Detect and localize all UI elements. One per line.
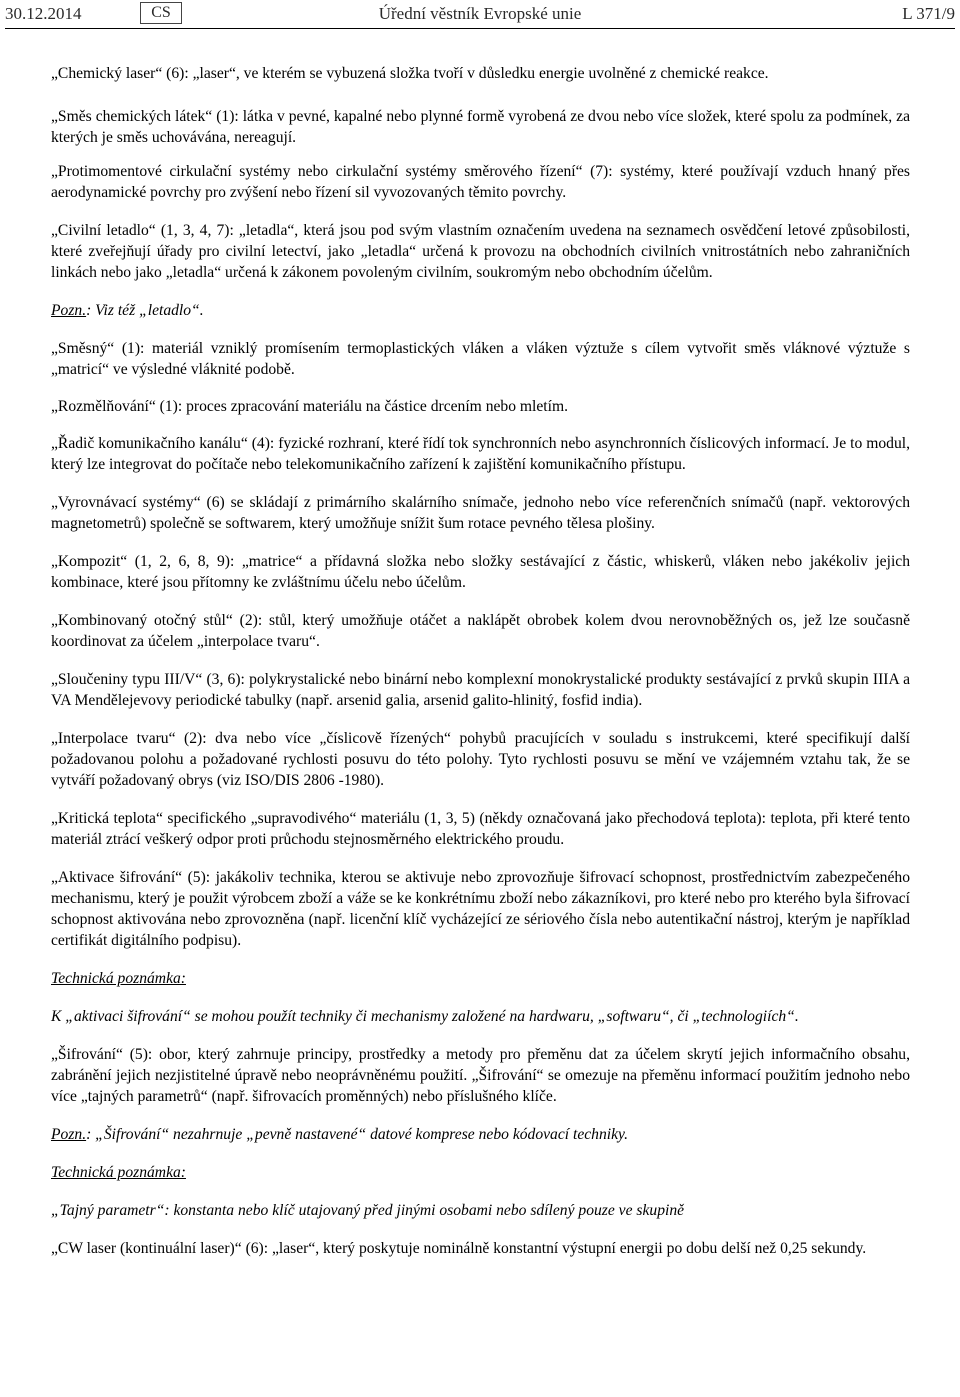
- definition-paragraph: „CW laser (kontinuální laser)“ (6): „laser“, který poskytuje nominálně konstantní výstupní energii po dobu delší než 0,25 sekundy.: [51, 1240, 867, 1257]
- definition-paragraph: „Interpolace tvaru“ (2): dva nebo více „číslicově řízených“ pohybů pracujících v souladu s instrukcemi, které specifikují další požadovanou polohu a požadované rychlosti posuvu do této polohy. Tyto rychlosti posuvu se mění ve vzájemném vztahu tak, že se vytváří požadovaný obrys (viz ISO/DIS 2806 -1980).: [51, 730, 910, 789]
- note-label: Pozn.: [51, 1126, 87, 1143]
- definition-paragraph: „Šifrování“ (5): obor, který zahrnuje principy, prostředky a metody pro přeměnu dat za účelem skrytí jejich informačního obsahu, zabránění jejich nezjistitelné úpravě nebo neoprávněnému použití. „Šifrování“ se omezuje na přeměnu informací použitím jednoho nebo více „tajných parametrů“ (např. šifrovacích proměnných) nebo příslušného klíče.: [51, 1046, 910, 1105]
- note-paragraph: [51, 300, 910, 321]
- note-text: : „Šifrování“ nezahrnuje „pevně nastavené“ datové komprese nebo kódovací techniky.: [86, 1126, 628, 1143]
- definitions-body: [51, 63, 910, 1259]
- definition-paragraph: „Kombinovaný otočný stůl“ (2): stůl, který umožňuje otáčet a naklápět obrobek kolem dvou nerovnoběžných os, jež lze současně koordinovat za účelem „interpolace tvaru“.: [51, 612, 910, 650]
- technical-note-text: „Tajný parametr“: konstanta nebo klíč utajovaný před jinými osobami nebo sdílený pouze ve skupině: [51, 1202, 685, 1219]
- note-paragraph: [51, 1124, 910, 1145]
- note-label: Pozn.: [51, 302, 87, 319]
- definition-paragraph: „Řadič komunikačního kanálu“ (4): fyzické rozhraní, které řídí tok synchronních nebo asynchronních číslicových informací. Je to modul, který lze integrovat do počítače nebo telekomunikačního zařízení k zajištění komunikačního přístupu.: [51, 435, 910, 473]
- publication-date: 30.12.2014: [5, 4, 82, 23]
- definition-paragraph: „Směsný“ (1): materiál vzniklý promísením termoplastických vláken a vláken výztuže s cílem vytvořit směs vláknové výztuže s „matricí“ ve výsledné vláknité podobě.: [51, 340, 910, 378]
- definition-paragraph: „Vyrovnávací systémy“ (6) se skládají z primárního skalárního snímače, jednoho nebo více referenčních snímačů (např. vektorových magnetometrů) společně se softwarem, který umožňuje snížit šum rotace pevného tělesa plošiny.: [51, 494, 910, 532]
- note-text: : Viz též „letadlo“.: [86, 302, 204, 319]
- definition-paragraph: „Chemický laser“ (6): „laser“, ve kterém se vybuzená složka tvoří v důsledku energie uvolněné z chemické reakce.: [51, 65, 769, 82]
- definition-paragraph: „Civilní letadlo“ (1, 3, 4, 7): „letadla“, která jsou pod svým vlastním označením uvedena na seznamech osvědčení letové způsobilosti, které zveřejňují úřady pro civilní letectví, jako „letadla“ určená k provozu na obchodních civilních vnitrostátních nebo zahraničních linkách nebo jako „letadla“ určená k zákonem povoleným civilním, soukromým nebo obchodním účelům.: [51, 222, 910, 281]
- definition-paragraph: „Kritická teplota“ specifického „supravodivého“ materiálu (1, 3, 5) (někdy označovaná jako přechodová teplota): teplota, při které tento materiál ztrácí veškerý odpor proti průchodu stejnosměrného elektrického proudu.: [51, 810, 910, 848]
- journal-title: Úřední věstník Evropské unie: [378, 4, 582, 23]
- definition-paragraph: „Rozmělňování“ (1): proces zpracování materiálu na částice drcením nebo mletím.: [51, 398, 568, 415]
- language-badge: CS: [140, 2, 182, 24]
- definition-paragraph: „Sloučeniny typu III/V“ (3, 6): polykrystalické nebo binární nebo komplexní monokrystalické produkty sestávající z prvků skupin IIIA a VA Mendělejevovy periodické tabulky (např. arsenid galia, arsenid galito-hlinitý, fosfid india).: [51, 671, 910, 709]
- definition-paragraph: „Směs chemických látek“ (1): látka v pevné, kapalné nebo plynné formě vyrobená ze dvou nebo více složek, které spolu za podmínek, za kterých je směs uchovávána, nereagují.: [51, 108, 910, 146]
- definition-paragraph: „Protimomentové cirkulační systémy nebo cirkulační systémy směrového řízení“ (7): systémy, které používají vzduch hnaný přes aerodynamické povrchy pro zvýšení nebo řízení sil vyvozovaných těmito povrchy.: [51, 163, 910, 201]
- definition-paragraph: „Kompozit“ (1, 2, 6, 8, 9): „matrice“ a přídavná složka nebo složky sestávající z částic, whiskerů, vláken nebo jakékoliv jejich kombinace, které jsou přítomny ke zvláštnímu účelu nebo účelům.: [51, 553, 910, 591]
- technical-note-heading: [51, 968, 910, 989]
- page-number: L 371/9: [902, 4, 955, 23]
- page-header: [5, 0, 955, 29]
- technical-note-label: Technická poznámka:: [51, 1164, 186, 1181]
- definition-paragraph: „Aktivace šifrování“ (5): jakákoliv technika, kterou se aktivuje nebo zprovozňuje šifrovací schopnost, prostřednictvím zabezpečeného mechanismu, který je použit výrobcem zboží a váže se ke konkrétnímu zboží nebo zákazníkovi, pro které nebo pro kterého byla šifrovací schopnost aktivována nebo zprovozněna (např. licenční klíč vycházející ze sériového čísla nebo autentikační nástroj, kterým je například certifikát digitálního podpisu).: [51, 869, 910, 949]
- technical-note-label: Technická poznámka:: [51, 970, 186, 987]
- technical-note-heading: [51, 1162, 910, 1183]
- technical-note-text: K „aktivaci šifrování“ se mohou použít techniky či mechanismy založené na hardwaru, „softwaru“, či „technologiích“.: [51, 1008, 799, 1025]
